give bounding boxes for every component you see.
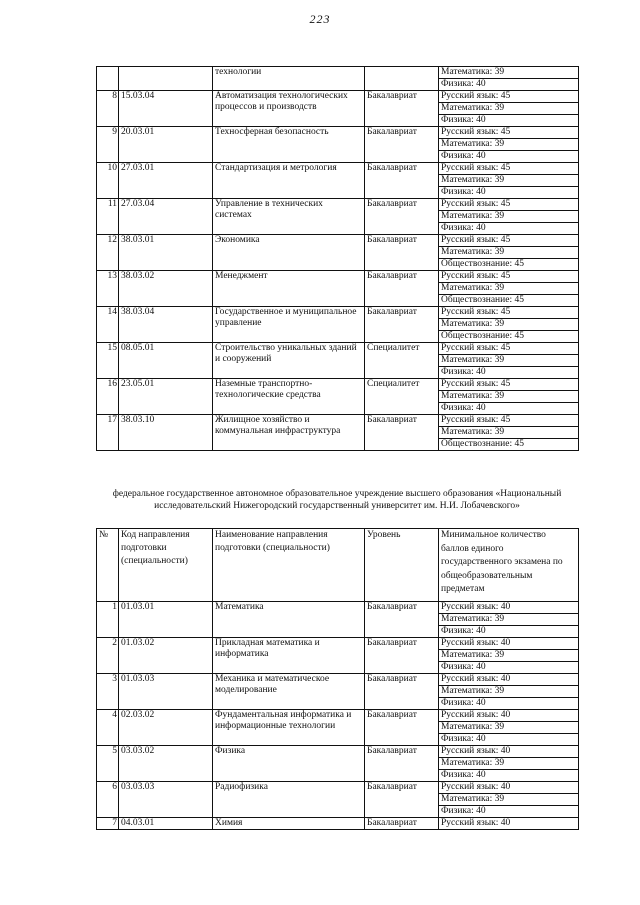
direction-name: Государственное и муниципальное управление xyxy=(213,307,365,343)
education-level: Бакалавриат xyxy=(365,818,439,830)
table-row xyxy=(97,782,579,794)
row-number: 7 xyxy=(97,818,119,830)
exam-min-score: Физика: 40 xyxy=(439,403,579,415)
exam-min-score: Физика: 40 xyxy=(439,187,579,199)
row-number: 16 xyxy=(97,379,119,415)
direction-code: 15.03.04 xyxy=(119,91,213,127)
education-level: Бакалавриат xyxy=(365,307,439,343)
education-level: Бакалавриат xyxy=(365,127,439,163)
direction-code: 38.03.01 xyxy=(119,235,213,271)
exam-min-score: Обществознание: 45 xyxy=(439,331,579,343)
exam-min-score: Математика: 39 xyxy=(439,211,579,223)
education-level: Бакалавриат xyxy=(365,710,439,746)
direction-code: 27.03.01 xyxy=(119,163,213,199)
direction-name: Фундаментальная информатика и информационные технологии xyxy=(213,710,365,746)
exam-min-score: Русский язык: 45 xyxy=(439,127,579,139)
education-level: Бакалавриат xyxy=(365,415,439,451)
exam-min-score: Физика: 40 xyxy=(439,367,579,379)
exam-min-score: Математика: 39 xyxy=(439,175,579,187)
education-level: Бакалавриат xyxy=(365,638,439,674)
admission-table-continued xyxy=(96,66,579,451)
exam-min-score: Физика: 40 xyxy=(439,79,579,91)
institution-name: федеральное государственное автономное образовательное учреждение высшего образования «Национальный исследовательский Нижегородский государственный университет им. Н.И. Лобачевского» xyxy=(112,489,562,511)
direction-name: Стандартизация и метрология xyxy=(213,163,365,199)
table-row xyxy=(97,91,579,103)
exam-min-score: Математика: 39 xyxy=(439,722,579,734)
education-level: Специалитет xyxy=(365,379,439,415)
direction-code: 23.05.01 xyxy=(119,379,213,415)
row-number: 17 xyxy=(97,415,119,451)
exam-min-score: Русский язык: 40 xyxy=(439,602,579,614)
direction-code: 03.03.02 xyxy=(119,746,213,782)
exam-min-score: Обществознание: 45 xyxy=(439,439,579,451)
table-row xyxy=(97,163,579,175)
row-number: 14 xyxy=(97,307,119,343)
header-name: Наименование направления подготовки (специальности) xyxy=(213,529,365,602)
direction-code: 38.03.10 xyxy=(119,415,213,451)
education-level: Специалитет xyxy=(365,343,439,379)
direction-name: Наземные транспортно-технологические средства xyxy=(213,379,365,415)
exam-min-score: Русский язык: 45 xyxy=(439,307,579,319)
direction-code: 20.03.01 xyxy=(119,127,213,163)
direction-code: 01.03.01 xyxy=(119,602,213,638)
row-number: 15 xyxy=(97,343,119,379)
direction-code: 38.03.04 xyxy=(119,307,213,343)
direction-code: 03.03.03 xyxy=(119,782,213,818)
row-number xyxy=(97,67,119,91)
direction-name: Строительство уникальных зданий и сооружений xyxy=(213,343,365,379)
education-level: Бакалавриат xyxy=(365,199,439,235)
direction-code: 01.03.03 xyxy=(119,674,213,710)
exam-min-score: Русский язык: 45 xyxy=(439,415,579,427)
exam-min-score: Математика: 39 xyxy=(439,67,579,79)
direction-name: технологии xyxy=(213,67,365,91)
direction-name: Менеджмент xyxy=(213,271,365,307)
exam-min-score: Русский язык: 45 xyxy=(439,343,579,355)
admission-table xyxy=(96,528,579,830)
direction-name: Математика xyxy=(213,602,365,638)
table-row xyxy=(97,746,579,758)
row-number: 5 xyxy=(97,746,119,782)
direction-code: 04.03.01 xyxy=(119,818,213,830)
direction-name: Физика xyxy=(213,746,365,782)
direction-code: 27.03.04 xyxy=(119,199,213,235)
exam-min-score: Русский язык: 40 xyxy=(439,674,579,686)
table-row xyxy=(97,638,579,650)
table-row xyxy=(97,67,579,79)
exam-min-score: Математика: 39 xyxy=(439,427,579,439)
direction-code: 01.03.02 xyxy=(119,638,213,674)
exam-min-score: Математика: 39 xyxy=(439,794,579,806)
row-number: 12 xyxy=(97,235,119,271)
table-row xyxy=(97,415,579,427)
exam-min-score: Физика: 40 xyxy=(439,662,579,674)
exam-min-score: Физика: 40 xyxy=(439,734,579,746)
exam-min-score: Математика: 39 xyxy=(439,650,579,662)
header-level: Уровень xyxy=(365,529,439,602)
direction-code: 38.03.02 xyxy=(119,271,213,307)
education-level: Бакалавриат xyxy=(365,163,439,199)
table-row xyxy=(97,199,579,211)
table-row xyxy=(97,379,579,391)
direction-name: Автоматизация технологических процессов и производств xyxy=(213,91,365,127)
direction-name: Прикладная математика и информатика xyxy=(213,638,365,674)
exam-min-score: Физика: 40 xyxy=(439,806,579,818)
exam-min-score: Математика: 39 xyxy=(439,614,579,626)
table-row xyxy=(97,307,579,319)
exam-min-score: Математика: 39 xyxy=(439,686,579,698)
direction-name: Экономика xyxy=(213,235,365,271)
row-number: 3 xyxy=(97,674,119,710)
table-row xyxy=(97,343,579,355)
table-row xyxy=(97,127,579,139)
table-header-row xyxy=(97,529,579,602)
table-row xyxy=(97,271,579,283)
exam-min-score: Русский язык: 45 xyxy=(439,235,579,247)
education-level: Бакалавриат xyxy=(365,235,439,271)
education-level: Бакалавриат xyxy=(365,746,439,782)
education-level: Бакалавриат xyxy=(365,271,439,307)
row-number: 2 xyxy=(97,638,119,674)
direction-name: Радиофизика xyxy=(213,782,365,818)
direction-name: Управление в технических системах xyxy=(213,199,365,235)
education-level: Бакалавриат xyxy=(365,91,439,127)
header-code: Код направления подготовки (специальности) xyxy=(119,529,213,602)
exam-min-score: Русский язык: 40 xyxy=(439,638,579,650)
exam-min-score: Математика: 39 xyxy=(439,139,579,151)
exam-min-score: Русский язык: 40 xyxy=(439,710,579,722)
education-level: Бакалавриат xyxy=(365,674,439,710)
education-level: Бакалавриат xyxy=(365,602,439,638)
row-number: 6 xyxy=(97,782,119,818)
exam-min-score: Русский язык: 40 xyxy=(439,782,579,794)
education-level xyxy=(365,67,439,91)
row-number: 13 xyxy=(97,271,119,307)
direction-name: Химия xyxy=(213,818,365,830)
row-number: 10 xyxy=(97,163,119,199)
exam-min-score: Русский язык: 40 xyxy=(439,818,579,830)
exam-min-score: Математика: 39 xyxy=(439,103,579,115)
exam-min-score: Физика: 40 xyxy=(439,223,579,235)
exam-min-score: Русский язык: 45 xyxy=(439,91,579,103)
header-num: № xyxy=(97,529,119,602)
table-row xyxy=(97,235,579,247)
exam-min-score: Русский язык: 45 xyxy=(439,271,579,283)
exam-min-score: Физика: 40 xyxy=(439,626,579,638)
row-number: 9 xyxy=(97,127,119,163)
exam-min-score: Физика: 40 xyxy=(439,151,579,163)
direction-code xyxy=(119,67,213,91)
exam-min-score: Математика: 39 xyxy=(439,355,579,367)
exam-min-score: Математика: 39 xyxy=(439,758,579,770)
table-row xyxy=(97,818,579,830)
page-number: 223 xyxy=(309,12,331,26)
direction-name: Жилищное хозяйство и коммунальная инфраструктура xyxy=(213,415,365,451)
exam-min-score: Математика: 39 xyxy=(439,319,579,331)
direction-name: Техносферная безопасность xyxy=(213,127,365,163)
exam-min-score: Русский язык: 40 xyxy=(439,746,579,758)
direction-code: 08.05.01 xyxy=(119,343,213,379)
exam-min-score: Русский язык: 45 xyxy=(439,199,579,211)
exam-min-score: Русский язык: 45 xyxy=(439,379,579,391)
direction-code: 02.03.02 xyxy=(119,710,213,746)
exam-min-score: Обществознание: 45 xyxy=(439,259,579,271)
row-number: 4 xyxy=(97,710,119,746)
exam-min-score: Обществознание: 45 xyxy=(439,295,579,307)
row-number: 1 xyxy=(97,602,119,638)
exam-min-score: Математика: 39 xyxy=(439,247,579,259)
table-row xyxy=(97,710,579,722)
exam-min-score: Русский язык: 45 xyxy=(439,163,579,175)
row-number: 11 xyxy=(97,199,119,235)
exam-min-score: Физика: 40 xyxy=(439,115,579,127)
row-number: 8 xyxy=(97,91,119,127)
exam-min-score: Физика: 40 xyxy=(439,698,579,710)
direction-name: Механика и математическое моделирование xyxy=(213,674,365,710)
table-row xyxy=(97,674,579,686)
education-level: Бакалавриат xyxy=(365,782,439,818)
exam-min-score: Математика: 39 xyxy=(439,283,579,295)
table-row xyxy=(97,602,579,614)
exam-min-score: Математика: 39 xyxy=(439,391,579,403)
header-exams: Минимальное количество баллов единого государственного экзамена по общеобразовательным предметам xyxy=(439,529,579,602)
exam-min-score: Физика: 40 xyxy=(439,770,579,782)
